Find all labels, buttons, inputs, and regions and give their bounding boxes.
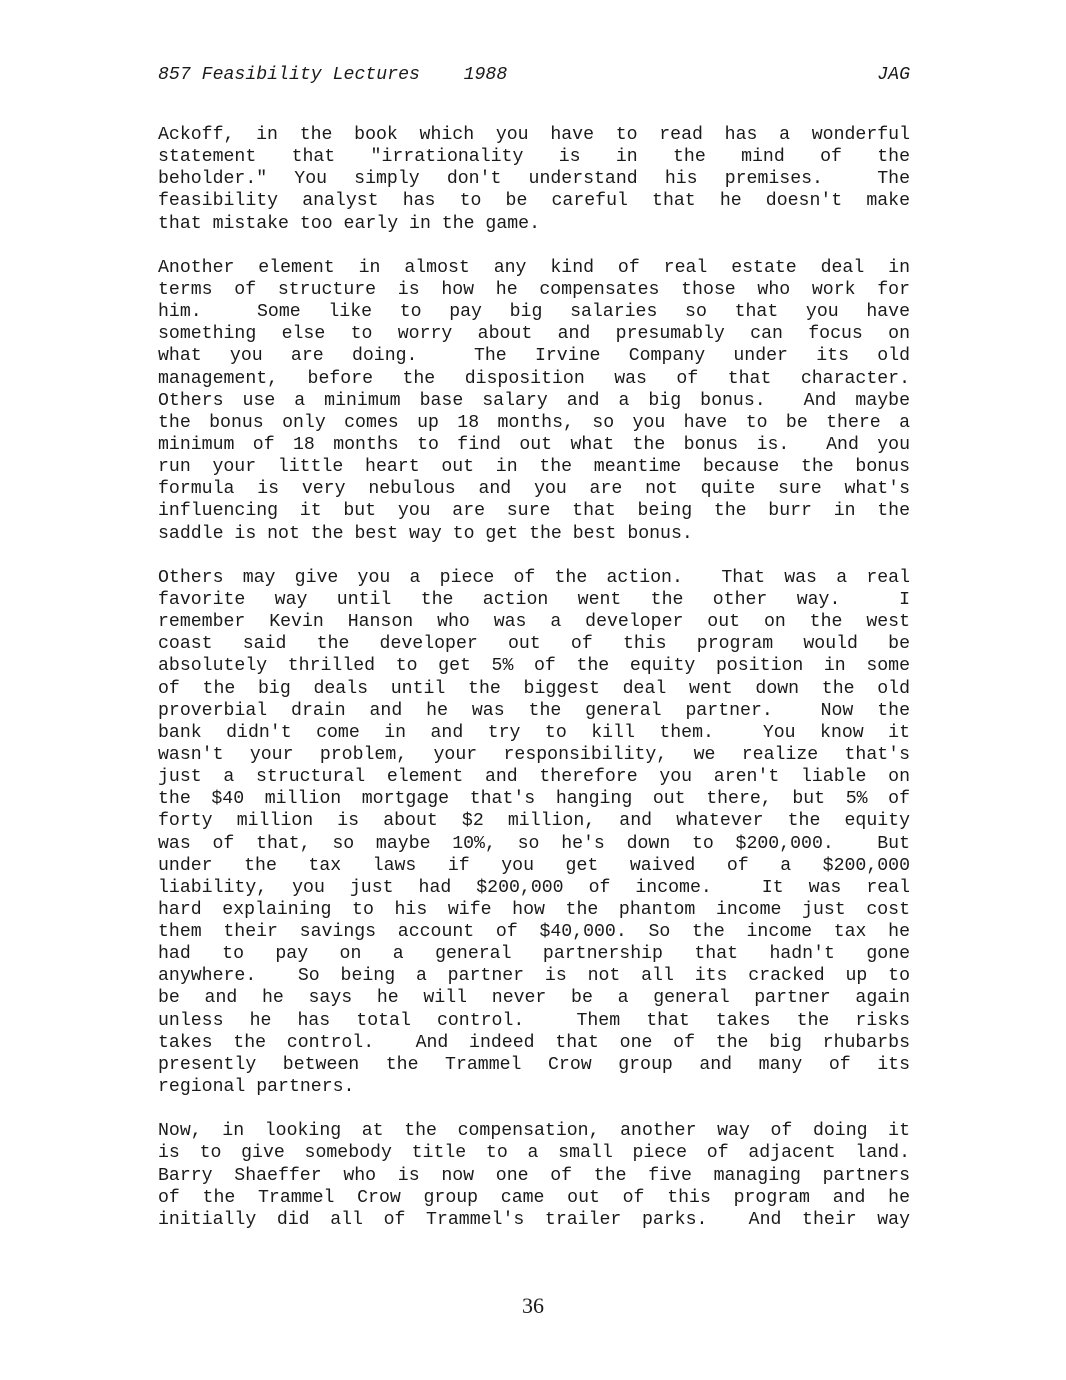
text-line: Barry Shaeffer who is now one of the five managing partners (158, 1165, 910, 1186)
text-line: coast said the developer out of this program would be (158, 634, 910, 655)
header-author-initials: JAG (877, 65, 910, 85)
text-line: the $40 million mortgage that's hanging out there, but 5% of (158, 789, 910, 810)
text-line: formula is very nebulous and you are not quite sure what's (158, 479, 910, 500)
text-line: regional partners. (158, 1077, 355, 1098)
text-line: just a structural element and therefore you aren't liable on (158, 767, 910, 788)
text-line: him. Some like to pay big salaries so that you have (158, 302, 910, 323)
text-line: initially did all of Trammel's trailer parks. And their way (158, 1209, 910, 1230)
text-line: is to give somebody title to a small piece of adjacent land. (158, 1143, 910, 1164)
text-line: statement that "irrationality is in the mind of the (158, 147, 910, 168)
text-line: hard explaining to his wife how the phantom income just cost (158, 899, 910, 920)
text-line: beholder." You simply don't understand his premises. The (158, 169, 910, 190)
text-line: proverbial drain and he was the general partner. Now the (158, 700, 910, 721)
text-line: wasn't your problem, your responsibility, we realize that's (158, 744, 910, 765)
text-line: Others use a minimum base salary and a big bonus. And maybe (158, 390, 910, 411)
text-line: influencing it but you are sure that being the burr in the (158, 501, 910, 522)
paragraph (158, 124, 910, 235)
text-line: under the tax laws if you get waived of a $200,000 (158, 855, 910, 876)
page-number: 36 (522, 1293, 544, 1318)
text-line: remember Kevin Hanson who was a developer out on the west (158, 612, 910, 633)
header-course-title: 857 Feasibility Lectures 1988 (158, 65, 508, 85)
text-line: saddle is not the best way to get the best bonus. (158, 523, 693, 544)
text-line: bank didn't come in and try to kill them. You know it (158, 722, 910, 743)
text-line: Others may give you a piece of the action. That was a real (158, 567, 910, 588)
text-line: absolutely thrilled to get 5% of the equity position in some (158, 656, 910, 677)
text-line: that mistake too early in the game. (158, 213, 540, 234)
text-line: had to pay on a general partnership that hadn't gone (158, 944, 910, 965)
text-line: of the Trammel Crow group came out of this program and he (158, 1187, 910, 1208)
text-line: liability, you just had $200,000 of income. It was real (158, 877, 910, 898)
text-line: be and he says he will never be a general partner again (158, 988, 910, 1009)
text-line: Now, in looking at the compensation, another way of doing it (158, 1121, 910, 1142)
text-line: minimum of 18 months to find out what the bonus is. And you (158, 434, 910, 455)
text-line: was of that, so maybe 10%, so he's down to $200,000. But (158, 833, 910, 854)
text-line: something else to worry about and presumably can focus on (158, 324, 910, 345)
text-line: run your little heart out in the meantime because the bonus (158, 457, 910, 478)
text-line: presently between the Trammel Crow group and many of its (158, 1054, 910, 1075)
text-line: favorite way until the action went the other way. I (158, 589, 910, 610)
text-line: the bonus only comes up 18 months, so you have to be there a (158, 412, 910, 433)
text-line: Another element in almost any kind of real estate deal in (158, 257, 910, 278)
text-line: unless he has total control. Them that takes the risks (158, 1010, 910, 1031)
text-line: of the big deals until the biggest deal went down the old (158, 678, 910, 699)
page-header (158, 62, 910, 88)
text-line: Ackoff, in the book which you have to read has a wonderful (158, 125, 910, 145)
text-line: management, before the disposition was of that character. (158, 368, 910, 389)
text-line: them their savings account of $40,000. So the income tax he (158, 922, 910, 943)
text-line: what you are doing. The Irvine Company under its old (158, 346, 910, 367)
paragraph (158, 257, 910, 545)
text-line: forty million is about $2 million, and whatever the equity (158, 811, 910, 832)
text-line: anywhere. So being a partner is not all its cracked up to (158, 966, 910, 987)
text-line: feasibility analyst has to be careful that he doesn't make (158, 191, 910, 212)
text-line: terms of structure is how he compensates those who work for (158, 279, 910, 300)
text-line: takes the control. And indeed that one of the big rhubarbs (158, 1032, 910, 1053)
document-body (158, 124, 910, 1253)
paragraph (158, 567, 910, 1098)
paragraph (158, 1120, 910, 1231)
